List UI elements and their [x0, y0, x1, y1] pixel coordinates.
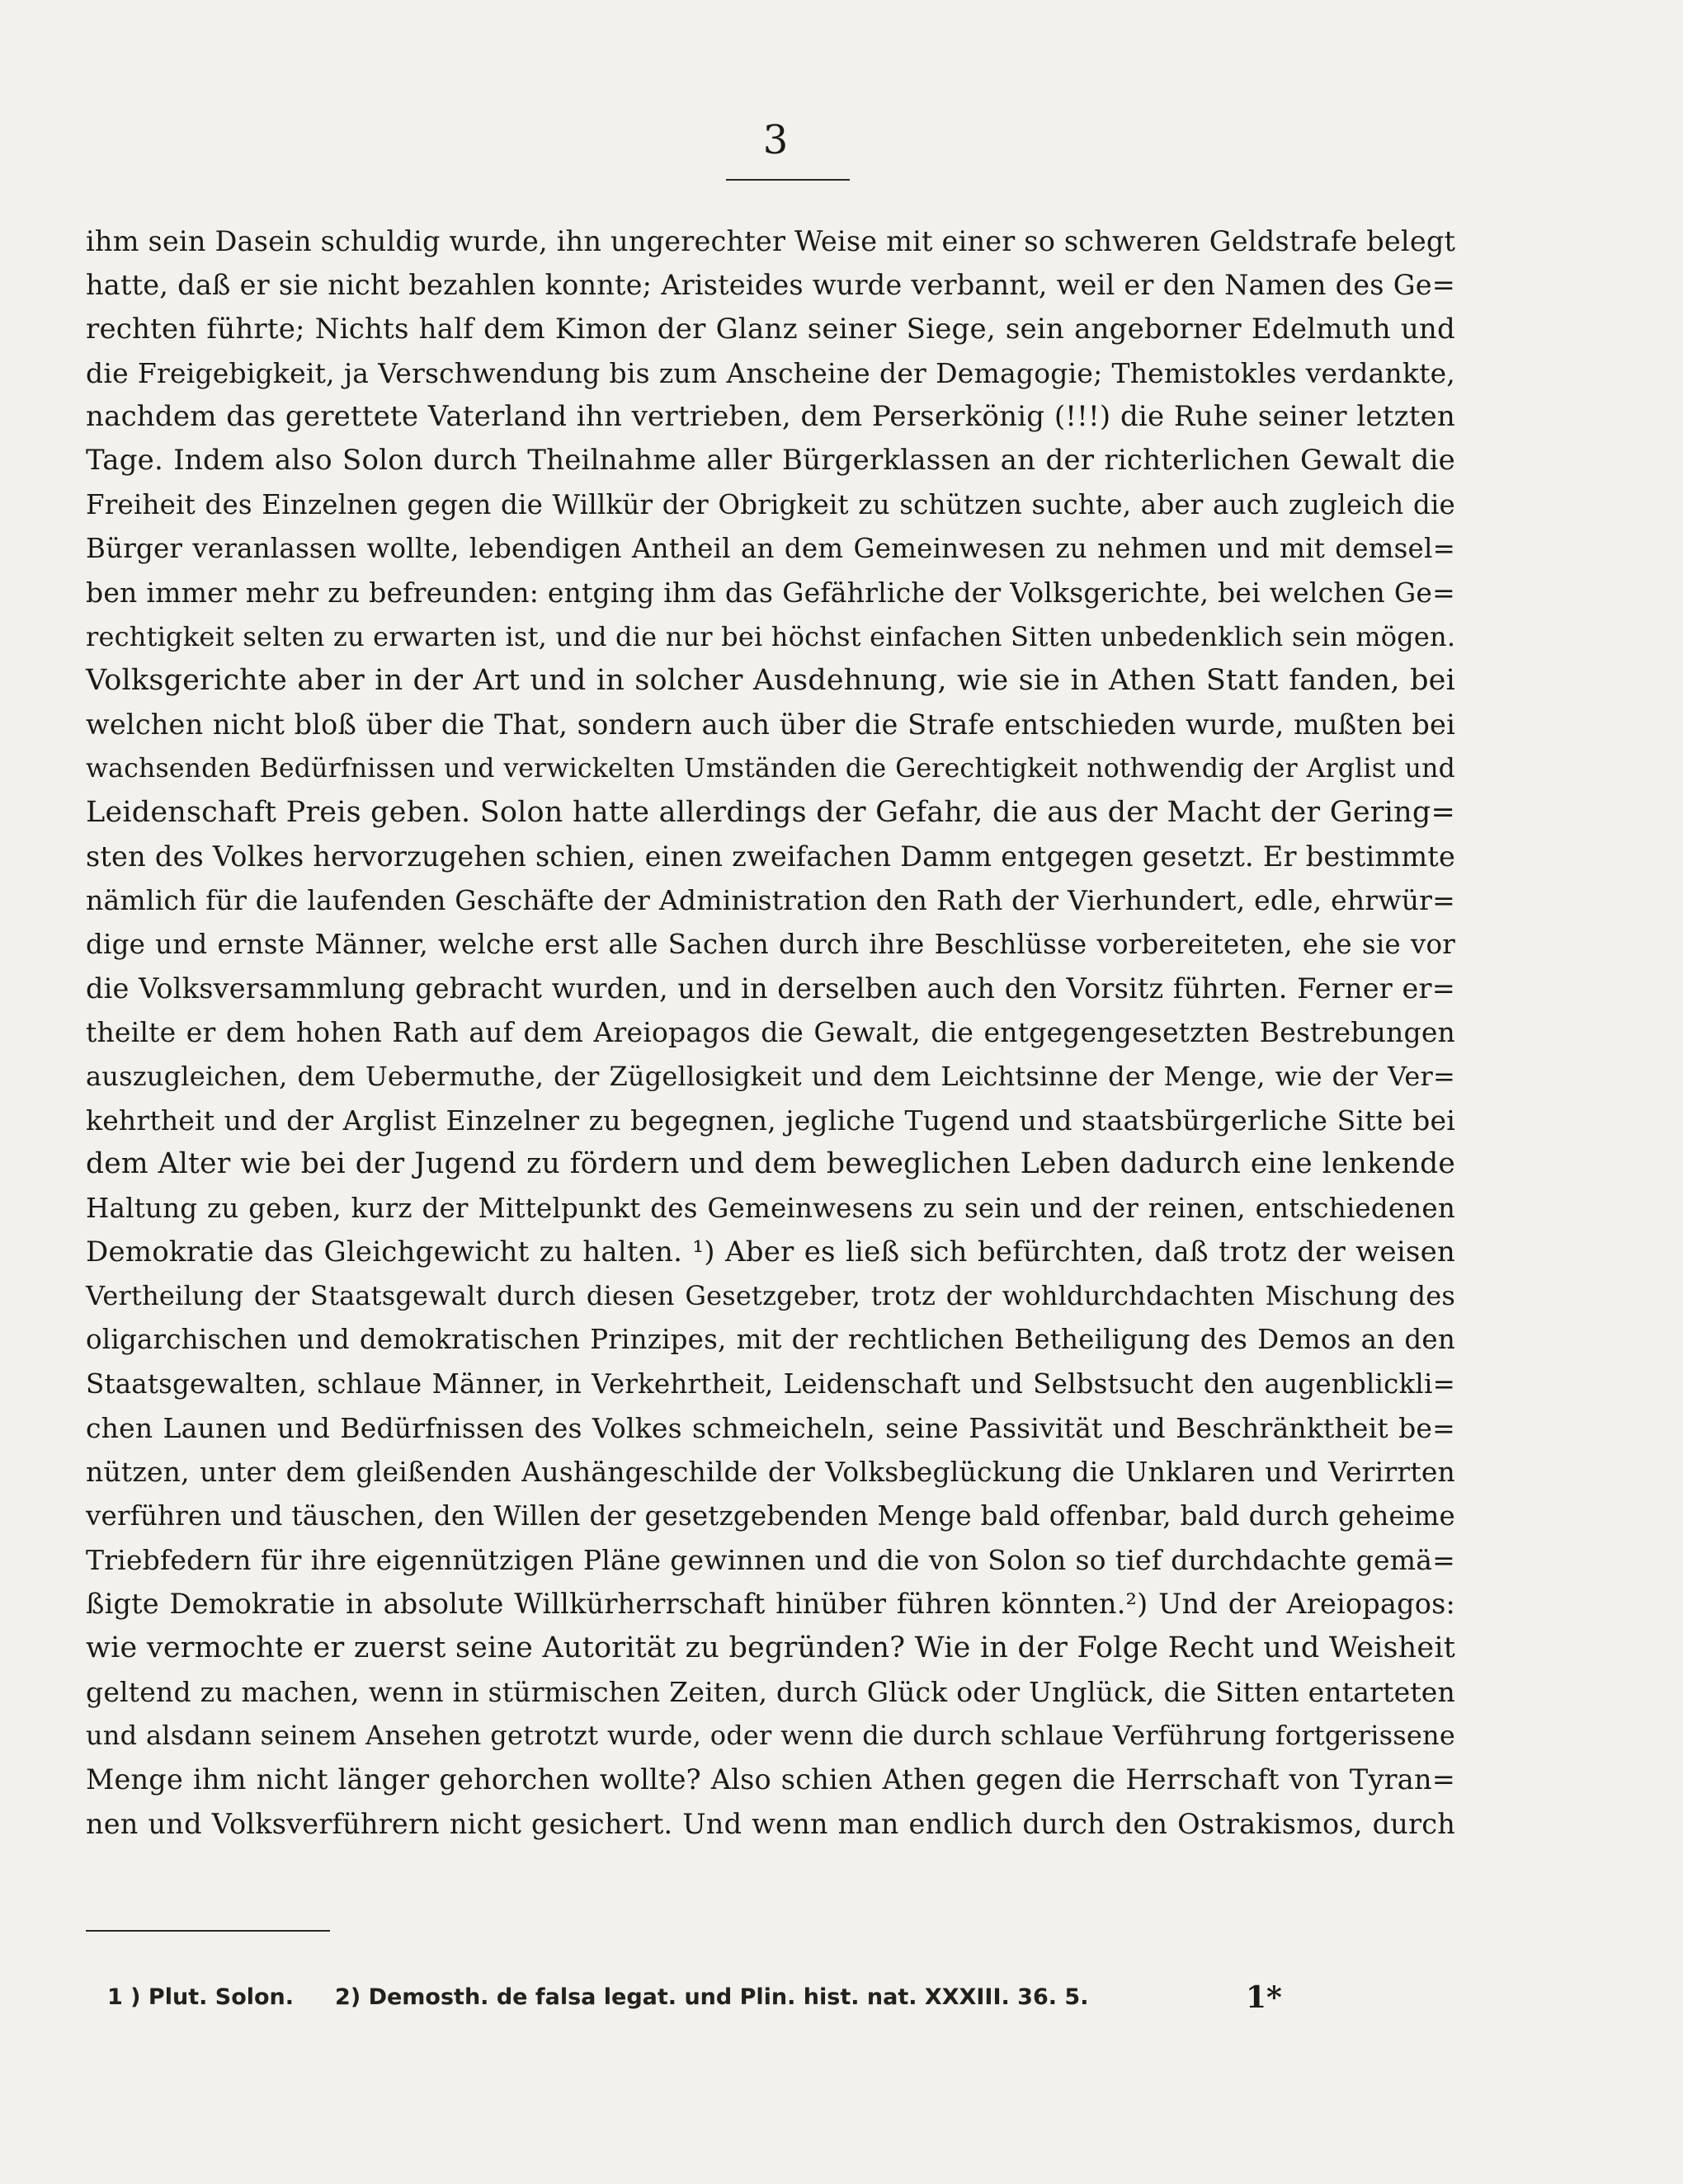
- text-line: theilte er dem hohen Rath auf dem Areiopagos die Gewalt, die entgegengesetzten Bestrebungen: [86, 1016, 1455, 1049]
- text-line: Volksgerichte aber in der Art und in solcher Ausdehnung, wie sie in Athen Statt fanden, bei: [86, 663, 1455, 697]
- text-line: Menge ihm nicht länger gehorchen wollte? Also schien Athen gegen die Herrschaft von Tyran=: [86, 1763, 1455, 1796]
- text-line: wachsenden Bedürfnissen und verwickelten Umständen die Gerechtigkeit nothwendig der Arglist und: [86, 753, 1455, 784]
- text-line: hatte, daß er sie nicht bezahlen konnte; Aristeides wurde verbannt, weil er den Namen des Ge=: [86, 269, 1455, 302]
- header-rule: [726, 179, 850, 181]
- text-line: Haltung zu geben, kurz der Mittelpunkt des Gemeinwesens zu sein und der reinen, entschiedenen: [86, 1192, 1455, 1224]
- text-line: sten des Volkes hervorzugehen schien, einen zweifachen Damm entgegen gesetzt. Er bestimmte: [86, 840, 1455, 873]
- text-line: Staatsgewalten, schlaue Männer, in Verkehrtheit, Leidenschaft und Selbstsucht den augenblickli=: [86, 1367, 1455, 1400]
- text-line: Leidenschaft Preis geben. Solon hatte allerdings der Gefahr, die aus der Macht der Gering=: [86, 795, 1455, 829]
- footnote-rule: [86, 1930, 330, 1932]
- text-line: Freiheit des Einzelnen gegen die Willkür der Obrigkeit zu schützen suchte, aber auch zugleich die: [86, 488, 1455, 520]
- text-line: nützen, unter dem gleißenden Aushängeschilde der Volksbeglückung die Unklaren und Verirrten: [86, 1456, 1455, 1489]
- text-line: dige und ernste Männer, welche erst alle Sachen durch ihre Beschlüsse vorbereiteten, ehe sie vor: [86, 928, 1455, 960]
- text-line: die Volksversammlung gebracht wurden, und in derselben auch den Vorsitz führten. Ferner er=: [86, 972, 1455, 1005]
- text-line: ben immer mehr zu befreunden: entging ihm das Gefährliche der Volksgerichte, bei welchen Ge=: [86, 577, 1455, 610]
- text-line: rechtigkeit selten zu erwarten ist, und die nur bei höchst einfachen Sitten unbedenklich sein mögen.: [86, 620, 1456, 652]
- text-line: kehrtheit und der Arglist Einzelner zu begegnen, jegliche Tugend und staatsbürgerliche Sitte bei: [86, 1104, 1455, 1137]
- footnote-2: 2) Demosth. de falsa legat. und Plin. hist. nat. XXXIII. 36. 5.: [335, 1984, 1089, 2010]
- text-line: Triebfedern für ihre eigennützigen Pläne gewinnen und die von Solon so tief durchdachte gemä=: [86, 1543, 1455, 1576]
- text-line: ihm sein Dasein schuldig wurde, ihn ungerechter Weise mit einer so schweren Geldstrafe belegt: [86, 225, 1456, 257]
- text-line: geltend zu machen, wenn in stürmischen Zeiten, durch Glück oder Unglück, die Sitten entarteten: [86, 1675, 1455, 1708]
- text-line: dem Alter wie bei der Jugend zu fördern und dem beweglichen Leben dadurch eine lenkende: [86, 1147, 1455, 1181]
- text-line: nachdem das gerettete Vaterland ihn vertrieben, dem Perserkönig (!!!) die Ruhe seiner letzten: [86, 400, 1455, 434]
- main-text-block: [86, 219, 1455, 1846]
- text-line: nämlich für die laufenden Geschäfte der Administration den Rath der Vierhundert, edle, ehrwür=: [86, 884, 1455, 917]
- text-line: die Freigebigkeit, ja Verschwendung bis zum Anscheine der Demagogie; Themistokles verdankte,: [86, 356, 1455, 389]
- text-line: und alsdann seinem Ansehen getrotzt wurde, oder wenn die durch schlaue Verführung fortgerissene: [86, 1720, 1455, 1752]
- text-line: oligarchischen und demokratischen Prinzipes, mit der rechtlichen Betheiligung des Demos an den: [86, 1324, 1455, 1356]
- page-number: 3: [762, 117, 789, 163]
- text-line: verführen und täuschen, den Willen der gesetzgebenden Menge bald offenbar, bald durch geheime: [86, 1499, 1455, 1532]
- text-line: Tage. Indem also Solon durch Theilnahme aller Bürgerklassen an der richterlichen Gewalt die: [86, 444, 1455, 478]
- text-line: wie vermochte er zuerst seine Autorität zu begründen? Wie in der Folge Recht und Weisheit: [86, 1631, 1455, 1664]
- footnote-1: 1 ) Plut. Solon.: [107, 1984, 295, 2010]
- text-line: auszugleichen, dem Uebermuthe, der Zügellosigkeit und dem Leichtsinne der Menge, wie der Ver=: [86, 1060, 1455, 1092]
- text-line: welchen nicht bloß über die That, sondern auch über die Strafe entschieden wurde, mußten bei: [86, 708, 1455, 741]
- text-line: Bürger veranlassen wollte, lebendigen Antheil an dem Gemeinwesen zu nehmen und mit demsel=: [86, 533, 1455, 565]
- text-line: chen Launen und Bedürfnissen des Volkes schmeicheln, seine Passivität und Beschränktheit be=: [86, 1412, 1455, 1445]
- text-line: rechten führte; Nichts half dem Kimon der Glanz seiner Siege, sein angeborner Edelmuth und: [86, 312, 1455, 346]
- text-line: ßigte Demokratie in absolute Willkürherrschaft hinüber führen könnten.²) Und der Areiopagos:: [86, 1588, 1455, 1621]
- text-line: Vertheilung der Staatsgewalt durch diesen Gesetzgeber, trotz der wohldurchdachten Mischung des: [86, 1280, 1455, 1312]
- text-line: Demokratie das Gleichgewicht zu halten. ¹) Aber es ließ sich befürchten, daß trotz der weisen: [86, 1235, 1455, 1269]
- footnotes: [107, 1979, 1088, 2016]
- text-line: nen und Volksverführern nicht gesichert. Und wenn man endlich durch den Ostrakismos, durch: [86, 1807, 1455, 1840]
- signature-mark: 1*: [1246, 1980, 1282, 2015]
